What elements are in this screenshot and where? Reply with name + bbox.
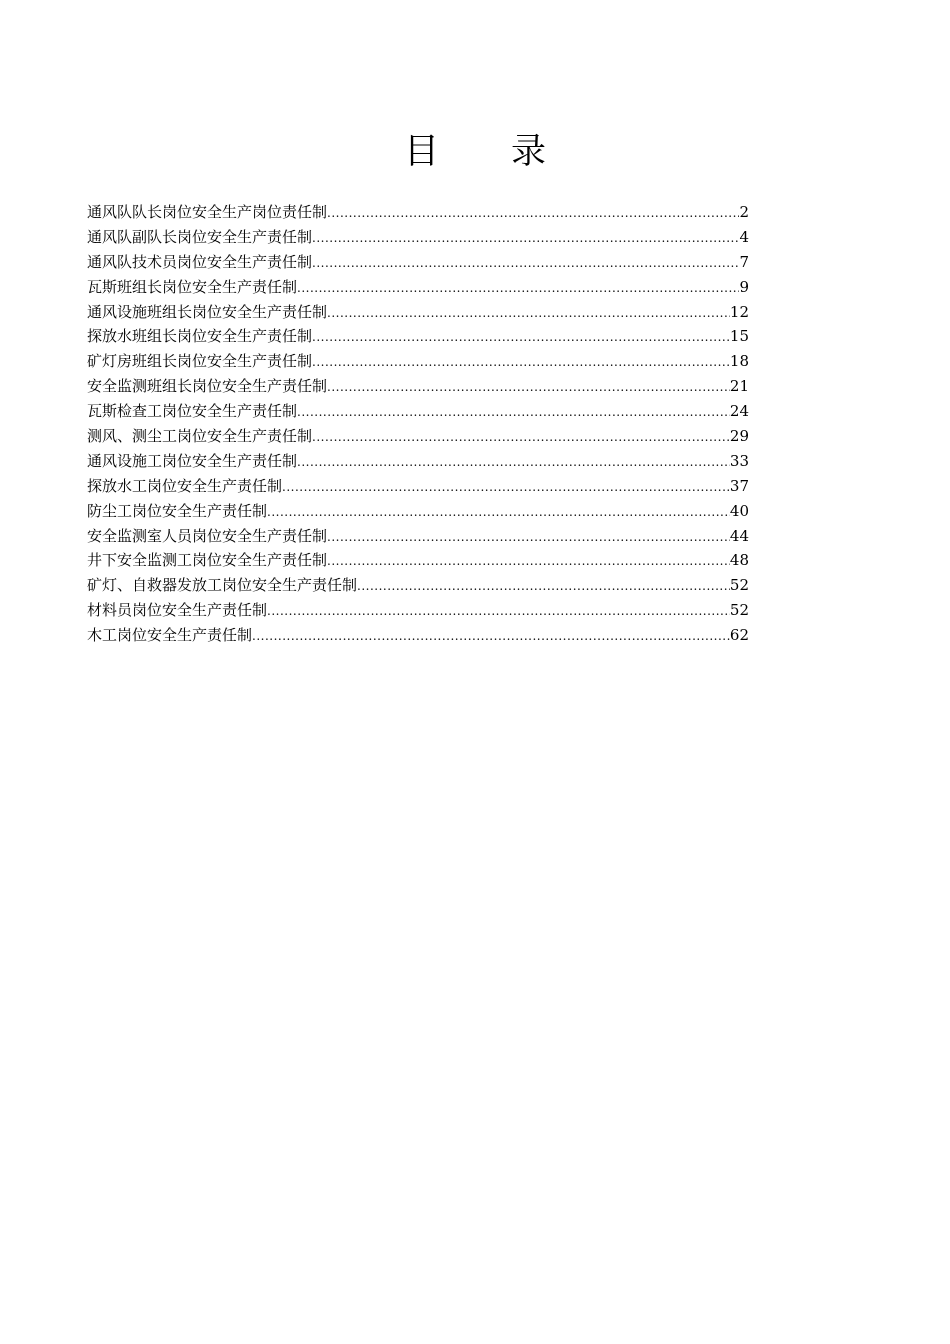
toc-dot-leader [297,276,739,300]
toc-dot-leader [312,350,730,374]
toc-entry-title: 瓦斯检查工岗位安全生产责任制 [87,402,298,421]
toc-entry[interactable] [87,324,749,349]
toc-entry-title: 通风设施班组长岗位安全生产责任制 [87,302,328,321]
toc-list [87,200,749,648]
toc-entry-page-number: 40 [729,501,749,520]
toc-dot-leader [312,251,739,275]
toc-dot-leader [267,500,730,524]
toc-dot-leader [327,525,730,549]
toc-entry[interactable] [87,374,749,399]
toc-entry[interactable] [87,200,749,225]
toc-entry-page-number: 9 [739,277,749,296]
toc-entry-title: 安全监测班组长岗位安全生产责任制 [87,377,328,396]
toc-entry[interactable] [87,225,749,250]
toc-dot-leader [297,450,730,474]
toc-entry-page-number: 52 [729,576,749,595]
toc-dot-leader [252,624,730,648]
toc-entry[interactable] [87,499,749,524]
toc-entry-page-number: 2 [739,203,749,221]
toc-entry[interactable] [87,474,749,499]
toc-entry-page-number: 33 [729,451,749,470]
toc-heading-char-2: 录 [511,132,547,172]
toc-entry-page-number: 15 [729,327,749,346]
toc-entry-page-number: 62 [729,626,749,645]
toc-entry-page-number: 44 [729,526,749,545]
toc-dot-leader [357,574,730,598]
toc-entry-title: 通风队技术员岗位安全生产责任制 [87,252,313,271]
toc-entry-page-number: 29 [729,427,749,446]
toc-entry[interactable] [87,524,749,549]
toc-entry-title: 安全监测室人员岗位安全生产责任制 [87,526,328,545]
toc-entry-page-number: 18 [729,352,749,371]
toc-entry-page-number: 12 [729,302,749,321]
toc-entry-title: 防尘工岗位安全生产责任制 [87,501,268,520]
toc-entry[interactable] [87,424,749,449]
toc-dot-leader [282,475,730,499]
toc-dot-leader [327,201,739,225]
toc-entry-page-number: 37 [729,476,749,495]
toc-entry[interactable] [87,449,749,474]
toc-entry-title: 探放水工岗位安全生产责任制 [87,476,283,495]
toc-entry[interactable] [87,275,749,300]
toc-heading-char-1: 目 [403,132,439,172]
toc-entry-title: 木工岗位安全生产责任制 [87,626,253,645]
toc-entry-title: 通风队副队长岗位安全生产责任制 [87,227,313,246]
toc-entry-title: 矿灯房班组长岗位安全生产责任制 [87,352,313,371]
toc-entry-title: 测风、测尘工岗位安全生产责任制 [87,427,313,446]
toc-entry[interactable] [87,399,749,424]
toc-dot-leader [327,301,730,325]
toc-dot-leader [312,425,730,449]
toc-entry[interactable] [87,250,749,275]
toc-entry-page-number: 4 [739,227,749,246]
toc-entry-page-number: 24 [729,402,749,421]
toc-entry-title: 井下安全监测工岗位安全生产责任制 [87,551,328,570]
toc-entry[interactable] [87,300,749,325]
toc-dot-leader [327,375,730,399]
toc-entry[interactable] [87,548,749,573]
toc-dot-leader [312,226,739,250]
toc-entry[interactable] [87,623,749,648]
toc-entry-title: 矿灯、自救器发放工岗位安全生产责任制 [87,576,358,595]
toc-dot-leader [327,549,730,573]
toc-entry-title: 瓦斯班组长岗位安全生产责任制 [87,277,298,296]
toc-entry-title: 探放水班组长岗位安全生产责任制 [87,327,313,346]
toc-entry-title: 材料员岗位安全生产责任制 [87,601,268,620]
toc-entry-title: 通风队队长岗位安全生产岗位责任制 [87,203,328,221]
toc-dot-leader [312,325,730,349]
toc-dot-leader [297,400,730,424]
toc-entry-page-number: 52 [729,601,749,620]
toc-entry-title: 通风设施工岗位安全生产责任制 [87,451,298,470]
toc-entry[interactable] [87,598,749,623]
toc-heading [0,128,950,176]
toc-entry[interactable] [87,349,749,374]
toc-dot-leader [267,599,730,623]
toc-entry-page-number: 48 [729,551,749,570]
toc-entry-page-number: 21 [729,377,749,396]
toc-entry[interactable] [87,573,749,598]
toc-entry-page-number: 7 [739,252,749,271]
